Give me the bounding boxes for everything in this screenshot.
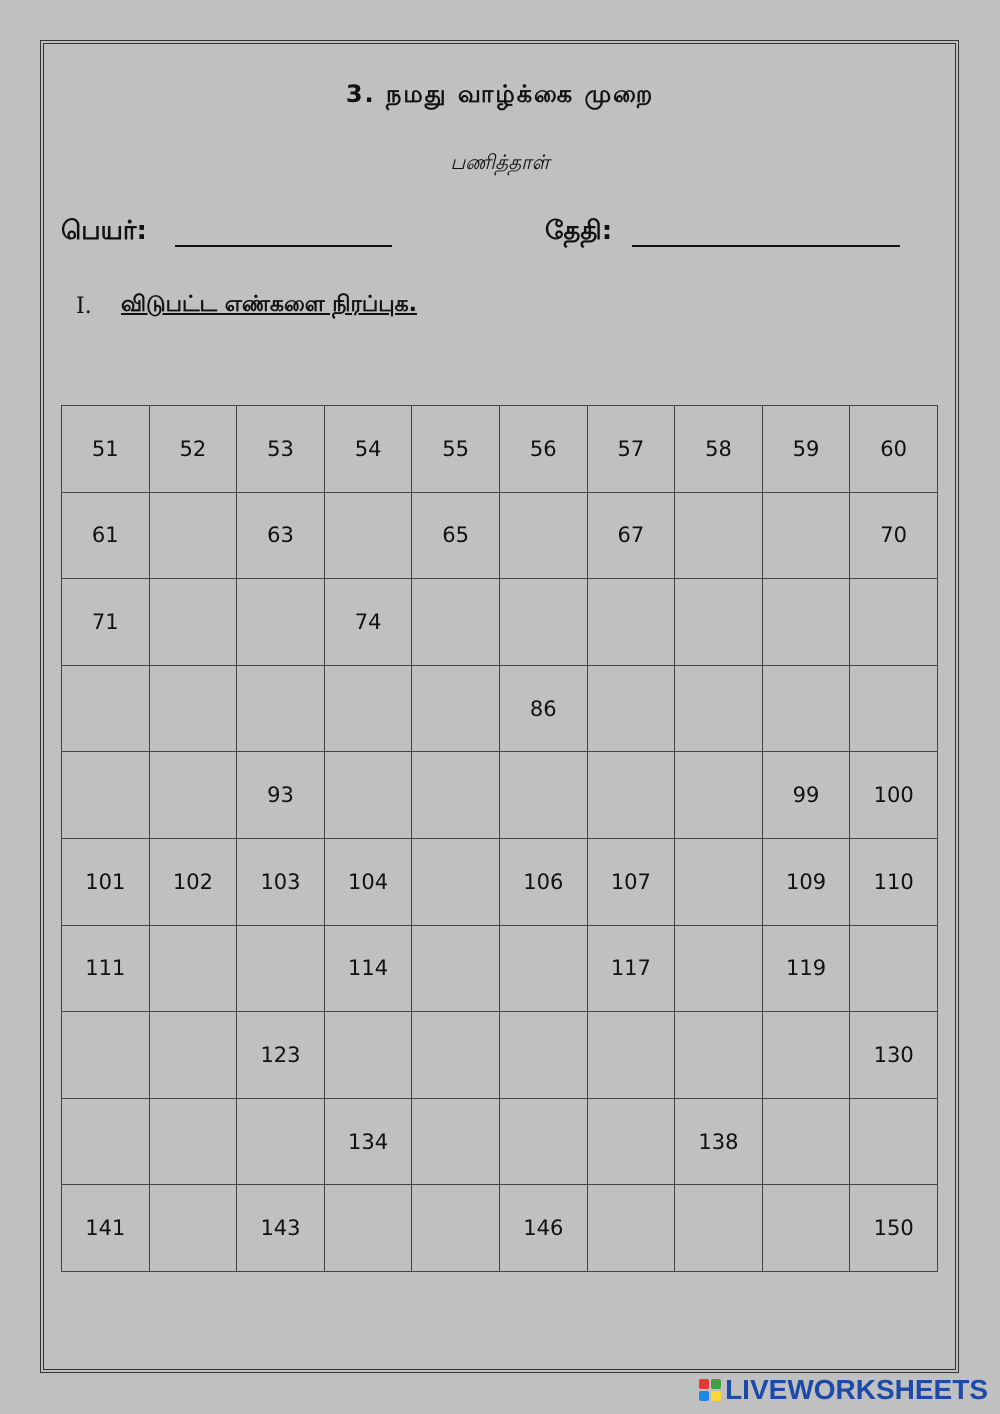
number-cell: 123 xyxy=(237,1012,325,1099)
number-cell: 93 xyxy=(237,752,325,839)
number-cell: 86 xyxy=(499,665,587,752)
blank-cell[interactable] xyxy=(850,579,938,666)
blank-cell[interactable] xyxy=(675,665,763,752)
number-cell: 99 xyxy=(762,752,850,839)
blank-cell[interactable] xyxy=(412,925,500,1012)
number-cell: 57 xyxy=(587,406,675,493)
number-cell: 143 xyxy=(237,1185,325,1272)
blank-cell[interactable] xyxy=(412,1185,500,1272)
blank-cell[interactable] xyxy=(149,579,237,666)
blank-cell[interactable] xyxy=(149,1012,237,1099)
blank-cell[interactable] xyxy=(675,752,763,839)
blank-cell[interactable] xyxy=(149,1098,237,1185)
grid-row xyxy=(62,838,938,925)
blank-cell[interactable] xyxy=(675,925,763,1012)
blank-cell[interactable] xyxy=(324,752,412,839)
liveworksheets-logo-icon xyxy=(699,1379,721,1401)
blank-cell[interactable] xyxy=(762,665,850,752)
number-cell: 65 xyxy=(412,492,500,579)
blank-cell[interactable] xyxy=(412,752,500,839)
number-cell: 67 xyxy=(587,492,675,579)
grid-row xyxy=(62,1185,938,1272)
grid-row xyxy=(62,665,938,752)
blank-cell[interactable] xyxy=(762,579,850,666)
instruction-text: விடுபட்ட எண்களை நிரப்புக. xyxy=(121,292,418,317)
number-cell: 107 xyxy=(587,838,675,925)
number-cell: 103 xyxy=(237,838,325,925)
blank-cell[interactable] xyxy=(62,1098,150,1185)
logo-square xyxy=(711,1379,721,1389)
number-cell: 111 xyxy=(62,925,150,1012)
liveworksheets-brand xyxy=(699,1374,988,1406)
number-cell: 61 xyxy=(62,492,150,579)
blank-cell[interactable] xyxy=(237,665,325,752)
number-cell: 141 xyxy=(62,1185,150,1272)
grid-row xyxy=(62,406,938,493)
number-cell: 71 xyxy=(62,579,150,666)
blank-cell[interactable] xyxy=(149,752,237,839)
blank-cell[interactable] xyxy=(675,1185,763,1272)
number-cell: 130 xyxy=(850,1012,938,1099)
blank-cell[interactable] xyxy=(850,665,938,752)
blank-cell[interactable] xyxy=(237,579,325,666)
blank-cell[interactable] xyxy=(675,579,763,666)
number-cell: 114 xyxy=(324,925,412,1012)
logo-square xyxy=(711,1391,721,1401)
blank-cell[interactable] xyxy=(412,579,500,666)
blank-cell[interactable] xyxy=(149,1185,237,1272)
date-label: தேதி: xyxy=(545,216,613,246)
brand-name: LIVEWORKSHEETS xyxy=(725,1374,988,1405)
blank-cell[interactable] xyxy=(850,925,938,1012)
grid-row xyxy=(62,579,938,666)
blank-cell[interactable] xyxy=(587,665,675,752)
number-cell: 54 xyxy=(324,406,412,493)
number-grid xyxy=(61,405,938,1272)
blank-cell[interactable] xyxy=(499,1098,587,1185)
blank-cell[interactable] xyxy=(324,492,412,579)
blank-cell[interactable] xyxy=(762,1098,850,1185)
blank-cell[interactable] xyxy=(675,1012,763,1099)
number-cell: 56 xyxy=(499,406,587,493)
blank-cell[interactable] xyxy=(499,925,587,1012)
date-field[interactable] xyxy=(632,245,900,247)
blank-cell[interactable] xyxy=(499,752,587,839)
number-cell: 70 xyxy=(850,492,938,579)
blank-cell[interactable] xyxy=(587,579,675,666)
blank-cell[interactable] xyxy=(62,1012,150,1099)
grid-row xyxy=(62,492,938,579)
number-cell: 134 xyxy=(324,1098,412,1185)
number-cell: 117 xyxy=(587,925,675,1012)
number-cell: 119 xyxy=(762,925,850,1012)
blank-cell[interactable] xyxy=(237,925,325,1012)
number-cell: 55 xyxy=(412,406,500,493)
grid-row xyxy=(62,925,938,1012)
number-cell: 138 xyxy=(675,1098,763,1185)
blank-cell[interactable] xyxy=(324,1185,412,1272)
logo-square xyxy=(699,1379,709,1389)
blank-cell[interactable] xyxy=(499,492,587,579)
blank-cell[interactable] xyxy=(499,579,587,666)
number-cell: 100 xyxy=(850,752,938,839)
grid-row xyxy=(62,752,938,839)
blank-cell[interactable] xyxy=(237,1098,325,1185)
number-cell: 101 xyxy=(62,838,150,925)
blank-cell[interactable] xyxy=(324,1012,412,1099)
number-cell: 104 xyxy=(324,838,412,925)
grid-row xyxy=(62,1012,938,1099)
blank-cell[interactable] xyxy=(587,1185,675,1272)
blank-cell[interactable] xyxy=(412,1098,500,1185)
number-cell: 53 xyxy=(237,406,325,493)
blank-cell[interactable] xyxy=(412,838,500,925)
grid-row xyxy=(62,1098,938,1185)
number-cell: 58 xyxy=(675,406,763,493)
blank-cell[interactable] xyxy=(587,1098,675,1185)
number-cell: 109 xyxy=(762,838,850,925)
number-cell: 146 xyxy=(499,1185,587,1272)
number-cell: 106 xyxy=(499,838,587,925)
instruction-number: I. xyxy=(76,294,92,319)
blank-cell[interactable] xyxy=(762,492,850,579)
number-cell: 74 xyxy=(324,579,412,666)
blank-cell[interactable] xyxy=(412,665,500,752)
blank-cell[interactable] xyxy=(850,1098,938,1185)
blank-cell[interactable] xyxy=(324,665,412,752)
blank-cell[interactable] xyxy=(499,1012,587,1099)
worksheet-subtitle: பணித்தாள் xyxy=(450,150,550,174)
worksheet-title: 3. நமது வாழ்க்கை முறை xyxy=(345,80,655,108)
name-label: பெயர்: xyxy=(61,216,147,246)
number-cell: 110 xyxy=(850,838,938,925)
blank-cell[interactable] xyxy=(149,492,237,579)
blank-cell[interactable] xyxy=(62,665,150,752)
number-cell: 102 xyxy=(149,838,237,925)
blank-cell[interactable] xyxy=(587,752,675,839)
number-cell: 150 xyxy=(850,1185,938,1272)
number-cell: 63 xyxy=(237,492,325,579)
blank-cell[interactable] xyxy=(412,1012,500,1099)
number-cell: 60 xyxy=(850,406,938,493)
name-field[interactable] xyxy=(175,245,392,247)
blank-cell[interactable] xyxy=(675,838,763,925)
blank-cell[interactable] xyxy=(587,1012,675,1099)
number-cell: 51 xyxy=(62,406,150,493)
number-cell: 52 xyxy=(149,406,237,493)
logo-square xyxy=(699,1391,709,1401)
number-cell: 59 xyxy=(762,406,850,493)
blank-cell[interactable] xyxy=(762,1012,850,1099)
blank-cell[interactable] xyxy=(762,1185,850,1272)
blank-cell[interactable] xyxy=(149,665,237,752)
blank-cell[interactable] xyxy=(62,752,150,839)
blank-cell[interactable] xyxy=(675,492,763,579)
blank-cell[interactable] xyxy=(149,925,237,1012)
